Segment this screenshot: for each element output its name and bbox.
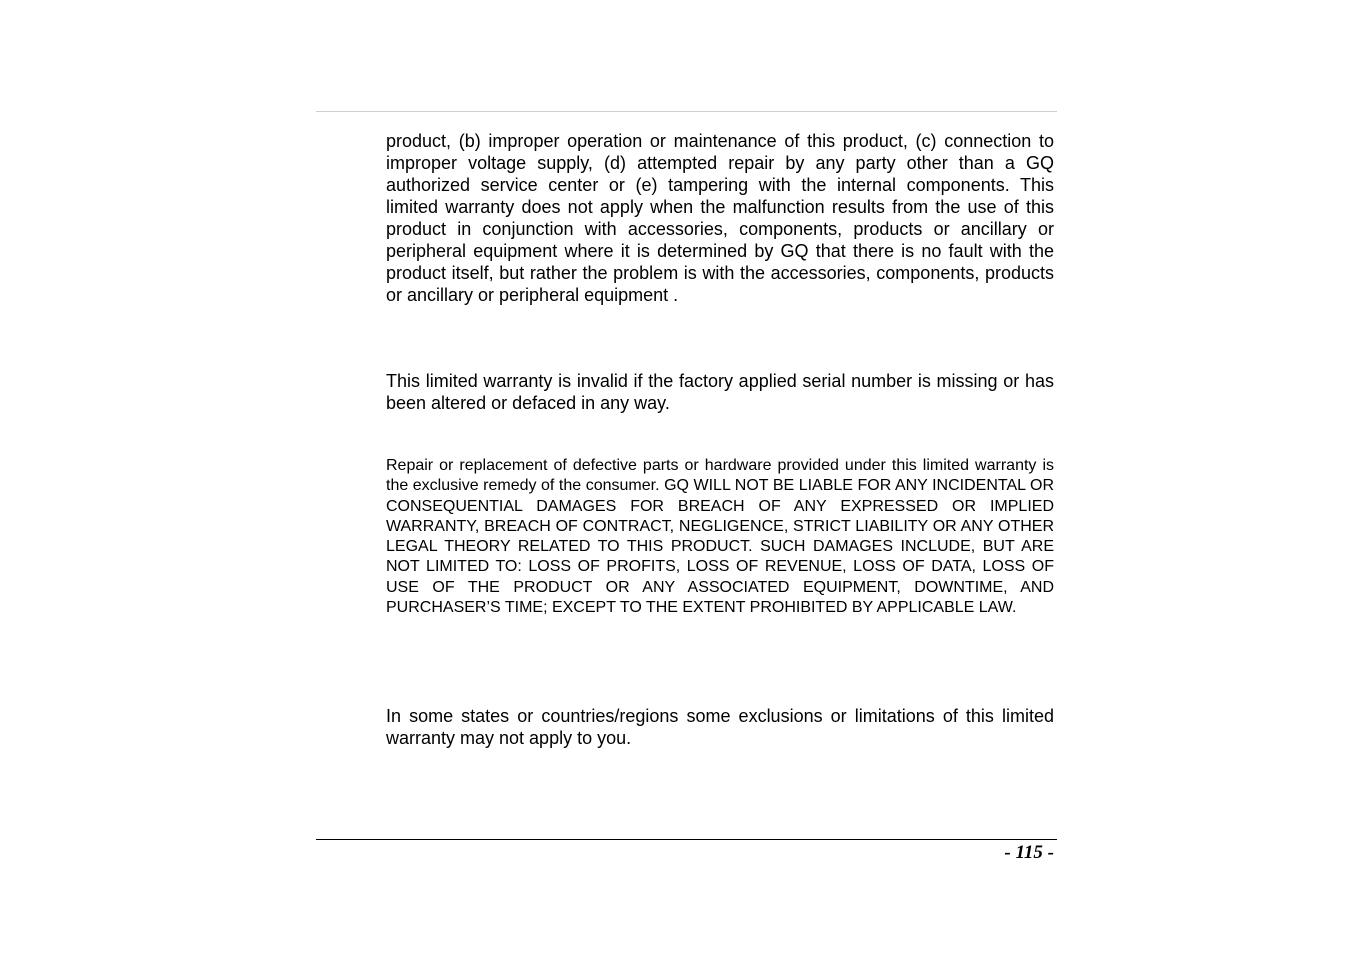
paragraph-liability-limitation: Repair or replacement of defective parts or hardware provided under this limited warranty is the exclusive remedy of the consumer. GQ WILL NOT BE LIABLE FOR ANY INCIDENTAL OR CONSEQUENTIAL DAMAGES FOR BREACH OF ANY EXPRESSED OR IMPLIED WARRANTY, BREACH OF CONTRACT, NEGLIGENCE, STRICT LIABILITY OR ANY OTHER LEGAL THEORY RELATED TO THIS PRODUCT. SUCH DAMAGES INCLUDE, BUT ARE NOT LIMITED TO: LOSS OF PROFITS, LOSS OF REVENUE, LOSS OF DATA, LOSS OF USE OF THE PRODUCT OR ANY ASSOCIATED EQUIPMENT, DOWNTIME, AND PURCHASER’S TIME; EXCEPT TO THE EXTENT PROHIBITED BY APPLICABLE LAW. [386, 457, 1054, 617]
header-rule [316, 111, 1057, 112]
paragraph-serial-number: This limited warranty is invalid if the factory applied serial number is missing or has been altered or defaced in any way. [386, 371, 1054, 413]
paragraph-warranty-exclusions: product, (b) improper operation or maintenance of this product, (c) connection to improper voltage supply, (d) attempted repair by any party other than a GQ authorized service center or (e) tampering with the internal components. This limited warranty does not apply when the malfunction results from the use of this product in conjunction with accessories, components, products or ancillary or peripheral equipment where it is determined by GQ that there is no fault with the product itself, but rather the problem is with the accessories, components, products or ancillary or peripheral equipment . [386, 131, 1054, 305]
paragraph-regional-exclusions: In some states or countries/regions some exclusions or limitations of this limited warranty may not apply to you. [386, 706, 1054, 748]
footer-rule [316, 839, 1057, 840]
page-number: - 115 - [1004, 842, 1054, 863]
